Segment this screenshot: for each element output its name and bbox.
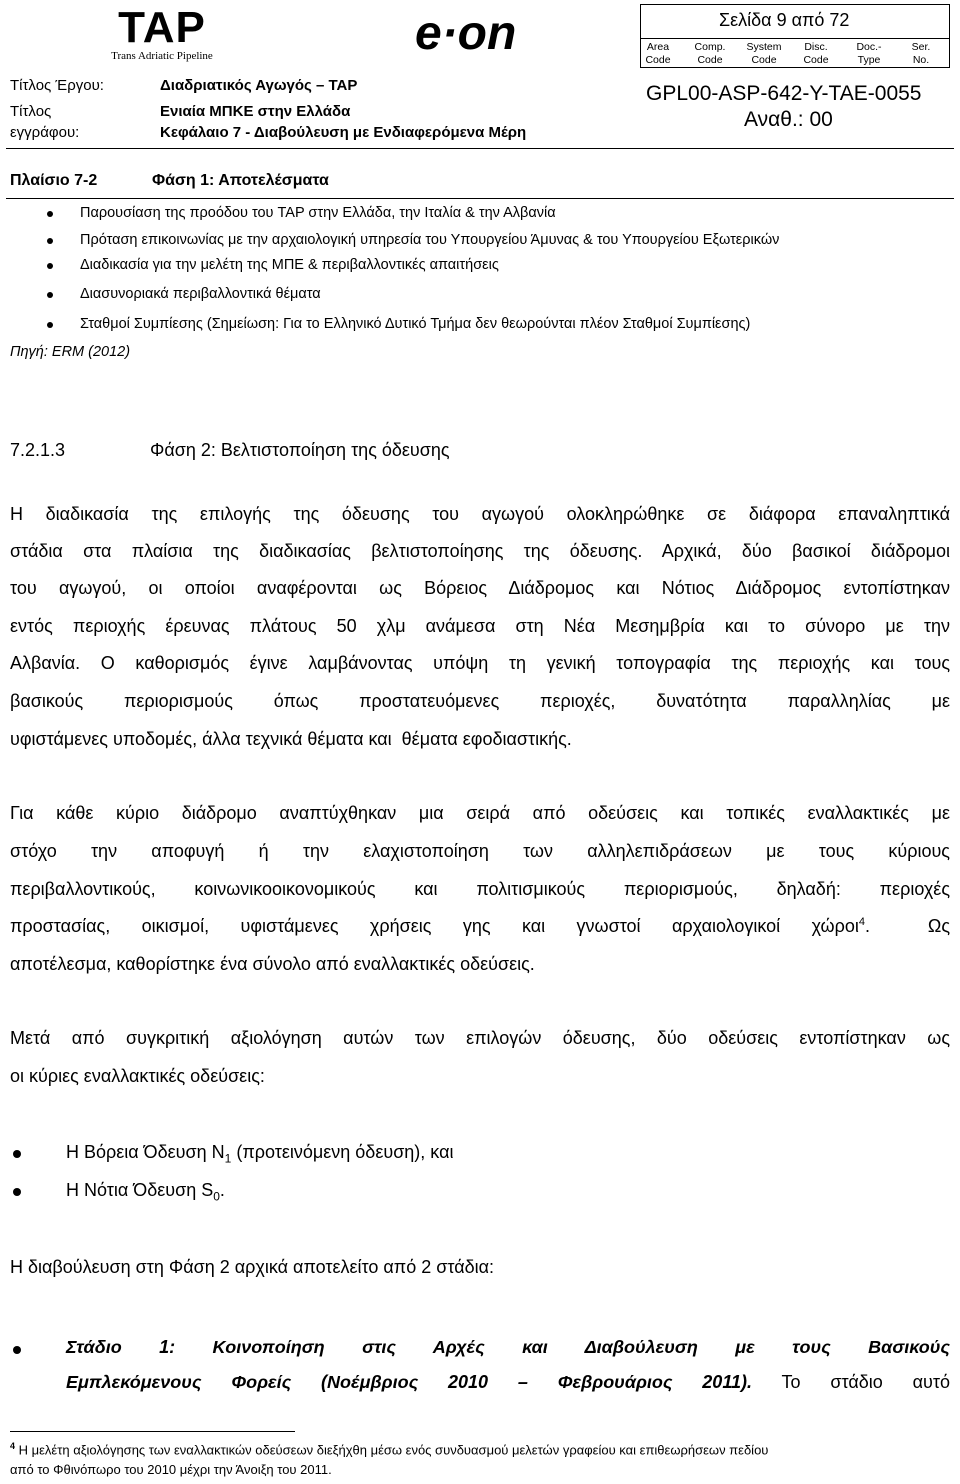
header-rule bbox=[6, 148, 954, 149]
box-item: Διασυνοριακά περιβαλλοντικά θέματα bbox=[80, 286, 321, 302]
bullet-icon bbox=[47, 211, 53, 217]
footnote-line1: $^4$ Η μελέτη αξιολόγησης των εναλλακτικών οδεύσεων διεξήχθη μέσω ενός συνδυασμού μελετών γραφείου και επιθεωρήσεων πεδίου bbox=[10, 1441, 769, 1458]
section-number: 7.2.1.3 bbox=[10, 440, 66, 460]
project-label: Τίτλος Έργου: bbox=[10, 77, 104, 94]
paragraph-line: περιβαλλοντικούς, κοινωνικοοικονομικούς και πολιτισμικούς περιορισμούς, δηλαδή: περιοχές bbox=[10, 879, 950, 899]
project-title: Διαδριατικός Αγωγός – TAP bbox=[160, 77, 358, 94]
paragraph-line: οι κύριες εναλλακτικές οδεύσεις: bbox=[10, 1066, 265, 1086]
bullet-icon bbox=[13, 1188, 21, 1196]
doc-title-line1: Ενιαία ΜΠΚΕ στην Ελλάδα bbox=[160, 103, 351, 120]
revision: Αναθ.: 00 bbox=[744, 108, 833, 131]
paragraph-line: αποτέλεσμα, καθορίστηκε ένα σύνολο από εναλλακτικές οδεύσεις. bbox=[10, 954, 535, 974]
paragraph-line bbox=[10, 916, 950, 937]
box-top-rule bbox=[6, 198, 954, 199]
paragraph-line: Για κάθε κύριο διάδρομο αναπτύχθηκαν μια σειρά από οδεύσεις και τοπικές εναλλακτικές με bbox=[10, 803, 950, 823]
box-title: Φάση 1: Αποτελέσματα bbox=[152, 172, 329, 189]
box-item: Σταθμοί Συμπίεσης (Σημείωση: Για το Ελληνικό Δυτικό Τμήμα δεν θεωρούνται πλέον Σταθμοί Συμπίεσης) bbox=[80, 316, 751, 332]
box-source: Πηγή: ERM (2012) bbox=[10, 344, 131, 360]
route-item: Η Νότια Όδευση $S_0$. bbox=[66, 1180, 225, 1204]
paragraph-line: Η διαδικασία της επιλογής της όδευσης του αγωγού ολοκληρώθηκε σε διάφορα επαναληπτικά bbox=[10, 504, 950, 524]
paragraph-line: στόχο την αποφυγή ή την ελαχιστοποίηση των αλληλεπιδράσεων με τους κύριους bbox=[10, 841, 950, 861]
paragraph-line-main: προστασίας, οικισμοί, υφιστάμενες χρήσεις γης και γνωστοί αρχαιολογικοί χώροι$^4$. bbox=[10, 916, 870, 936]
bullet-icon bbox=[47, 238, 53, 244]
route-item: Η Βόρεια Όδευση $N_1$ (προτεινόμενη όδευση), και bbox=[66, 1142, 454, 1166]
footnote-line2: από το Φθινόπωρο του 2010 μέχρι την Άνοιξη του 2011. bbox=[10, 1462, 332, 1477]
tap-logo-subtitle: Trans Adriatic Pipeline bbox=[111, 50, 213, 62]
box-item: Πρόταση επικοινωνίας με την αρχαιολογική υπηρεσία του Υπουργείου Άμυνας & του Υπουργείου Εξωτερικών bbox=[80, 232, 780, 248]
paragraph-line: υφιστάμενες υποδομές, άλλα τεχνικά θέματα και θέματα εφοδιαστικής. bbox=[10, 729, 572, 749]
bullet-icon bbox=[47, 322, 53, 328]
page-number: Σελίδα 9 από 72 bbox=[719, 10, 850, 30]
box-number: Πλαίσιο 7-2 bbox=[10, 172, 98, 189]
paragraph-line-end: Ως bbox=[927, 916, 950, 936]
paragraph-line: Αλβανία. Ο καθορισμός έγινε λαμβάνοντας υπόψη τη γενική τοπογραφία της περιοχής και τους bbox=[10, 653, 950, 673]
footnote-rule bbox=[10, 1431, 295, 1432]
tap-logo bbox=[72, 3, 252, 62]
box-item: Παρουσίαση της προόδου του TAP στην Ελλάδα, την Ιταλία & την Αλβανία bbox=[80, 205, 556, 221]
paragraph-line: εντός περιοχής έρευνας πλάτους 50 χλμ ανάμεσα στη Νέα Μεσημβρία και το σύνορο με την bbox=[10, 616, 950, 636]
paragraph-line: Μετά από συγκριτική αξιολόγηση αυτών των επιλογών όδευσης, δύο οδεύσεις εντοπίστηκαν ως bbox=[10, 1028, 950, 1048]
eon-logo: e·on bbox=[415, 7, 517, 60]
stage-1-line1: Στάδιο 1: Κοινοποίηση στις Αρχές και Διαβούλευση με τους Βασικούς bbox=[66, 1337, 950, 1357]
stage-1-line2: Εμπλεκόμενους Φορείς (Νοέμβριος 2010 – Φεβρουάριος 2011). Το στάδιο αυτό bbox=[66, 1372, 950, 1392]
tap-logo-text: TAP bbox=[118, 3, 206, 52]
footnote-ref[interactable]: 4 bbox=[858, 916, 865, 928]
bullet-icon bbox=[13, 1346, 21, 1354]
doc-label-line1: Τίτλος bbox=[10, 103, 52, 120]
doc-title-line2: Κεφάλαιο 7 - Διαβούλευση με Ενδιαφερόμενα Μέρη bbox=[160, 124, 527, 141]
bullet-icon bbox=[13, 1150, 21, 1158]
bullet-icon bbox=[47, 292, 53, 298]
paragraph-line: βασικούς περιορισμούς όπως προστατευόμενες περιοχές, δυνατότητα παραλληλίας με bbox=[10, 691, 950, 711]
paragraph-line: του αγωγού, οι οποίοι αναφέρονται ως Βόρειος Διάδρομος και Νότιος Διάδρομος εντοπίστηκαν bbox=[10, 578, 950, 598]
paragraph-line: στάδια στα πλαίσια της διαδικασίας βελτιστοποίησης της όδευσης. Αρχικά, δύο βασικοί διάδρομοι bbox=[10, 541, 950, 561]
bullet-icon bbox=[47, 263, 53, 269]
section-title: Φάση 2: Βελτιστοποίηση της όδευσης bbox=[150, 440, 450, 460]
document-number: GPL00-ASP-642-Y-TAE-0055 bbox=[646, 82, 922, 105]
paragraph-4: Η διαβούλευση στη Φάση 2 αρχικά αποτελείτο από 2 στάδια: bbox=[10, 1257, 495, 1277]
box-item: Διαδικασία για την μελέτη της ΜΠΕ & περιβαλλοντικές απαιτήσεις bbox=[80, 257, 499, 273]
doc-label-line2: εγγράφου: bbox=[10, 124, 80, 141]
